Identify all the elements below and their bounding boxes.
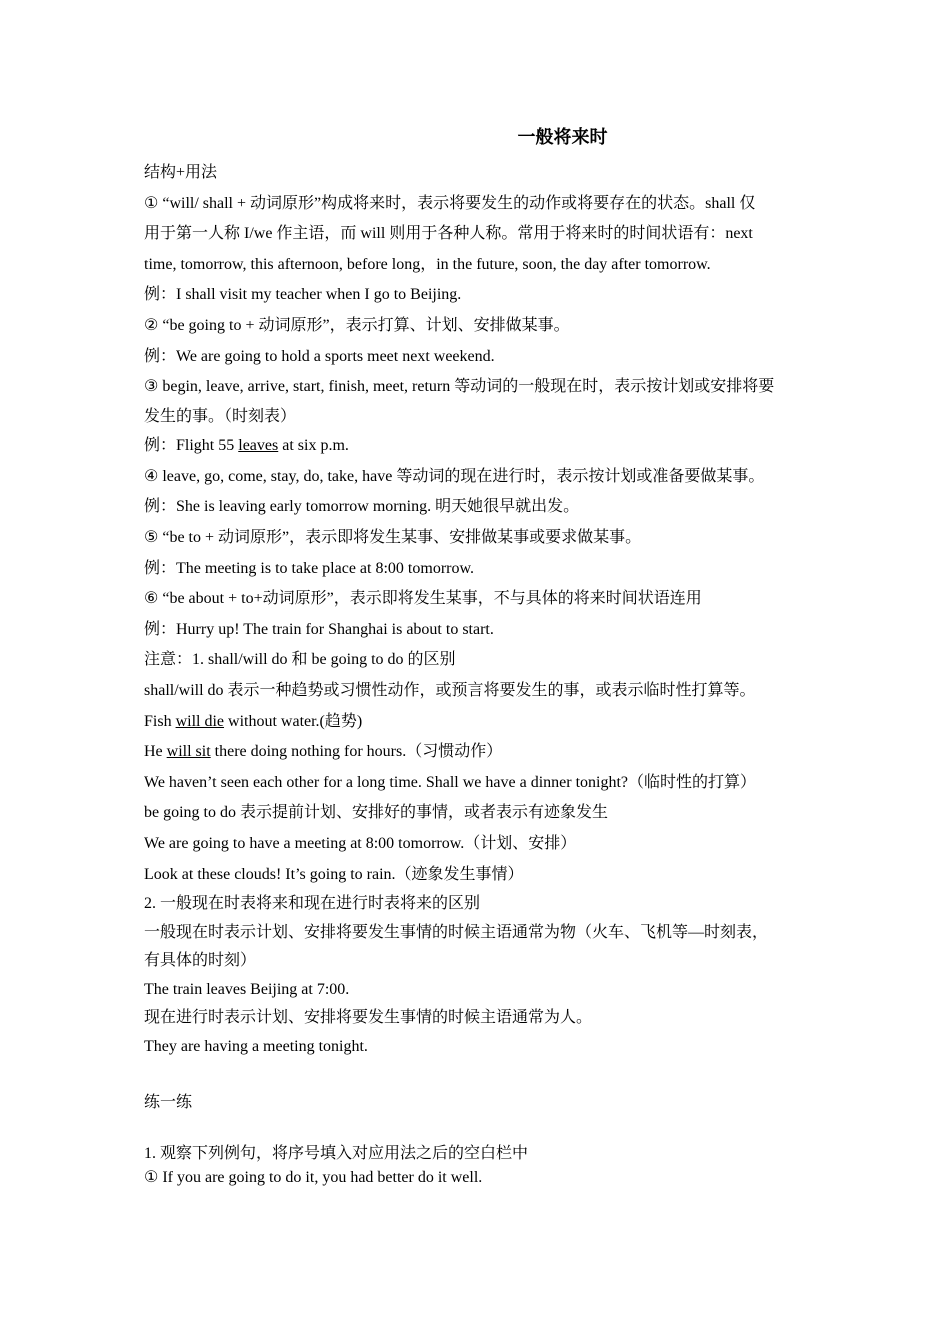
- rule4-text: ④ leave, go, come, stay, do, take, have 等动词的现在进行时，表示按计划或准备要做某事。: [144, 467, 765, 485]
- note-desc: shall/will do 表示一种趋势或习惯性动作，或预言将要发生的事，或表示临时性打算等。: [144, 682, 756, 699]
- underlined-verb: will die: [175, 712, 225, 730]
- note2-example-1: The train leaves Beijing at 7:00.: [144, 980, 350, 998]
- rule6-text: ⑥ “be about + to+动词原形”，表示即将发生某事，不与具体的将来时间状语连用: [144, 590, 702, 608]
- rule5-text: ⑤ “be to + 动词原形”，表示即将发生某事、安排做某事或要求做某事。: [144, 529, 642, 547]
- page-title: 一般将来时: [517, 127, 608, 148]
- example-text: there doing nothing for hours.（习惯动作）: [210, 743, 503, 761]
- rule4-example: 例：She is leaving early tomorrow morning. 明天她很早就出发。: [144, 498, 580, 516]
- underlined-verb: leaves: [238, 437, 279, 455]
- section-heading: 结构+用法: [144, 164, 218, 181]
- spacer: [144, 1061, 814, 1089]
- document-body: [144, 158, 814, 1190]
- example-text: without water.(趋势): [224, 712, 363, 730]
- note2-example-2: They are having a meeting tonight.: [144, 1037, 368, 1055]
- note-going-desc: be going to do 表示提前计划、安排好的事情，或者表示有迹象发生: [144, 804, 608, 822]
- spacer: [144, 1118, 814, 1142]
- example-text: Fish: [144, 712, 176, 730]
- example-text: 例：Flight 55: [144, 437, 239, 455]
- practice-question-1: 1. 观察下列例句，将序号填入对应用法之后的空白栏中: [144, 1144, 529, 1162]
- rule6-example: 例：Hurry up! The train for Shanghai is about to start.: [144, 620, 494, 638]
- example-text: at six p.m.: [278, 437, 349, 455]
- underlined-verb: will sit: [166, 743, 211, 761]
- rule3-line1: ③ begin, leave, arrive, start, finish, meet, return 等动词的一般现在时，表示按计划或安排将要: [144, 378, 775, 396]
- example-text: He: [144, 743, 167, 761]
- rule1-example: 例：I shall visit my teacher when I go to Beijing.: [144, 286, 462, 304]
- rule2-example: 例：We are going to hold a sports meet next weekend.: [144, 347, 495, 365]
- note-example-4: We are going to have a meeting at 8:00 tomorrow.（计划、安排）: [144, 834, 577, 852]
- note-example-3: We haven’t seen each other for a long time. Shall we have a dinner tonight?（临时性的打算）: [144, 773, 757, 791]
- note2-desc2: 有具体的时刻）: [144, 952, 257, 970]
- rule1-line1: ① “will/ shall + 动词原形”构成将来时，表示将要发生的动作或将要存在的状态。shall 仅: [144, 194, 756, 212]
- rule1-line2: 用于第一人称 I/we 作主语，而 will 则用于各种人称。常用于将来时的时间状语有：next: [144, 225, 753, 243]
- practice-sentence-1: ① If you are going to do it, you had better do it well.: [144, 1168, 483, 1186]
- note-example-2: [144, 737, 814, 768]
- practice-heading: 练一练: [144, 1094, 193, 1112]
- note2-desc1: 一般现在时表示计划、安排将要发生事情的时候主语通常为物（火车、飞机等—时刻表，: [144, 923, 769, 941]
- rule2-text: ② “be going to + 动词原形”，表示打算、计划、安排做某事。: [144, 316, 570, 334]
- rule3-example: [144, 431, 814, 462]
- rule1-line3: time, tomorrow, this afternoon, before long，in the future, soon, the day after tomorrow.: [144, 255, 711, 273]
- note-example-1: [144, 707, 814, 738]
- rule3-line2: 发生的事。（时刻表）: [144, 407, 297, 425]
- note2-desc3: 现在进行时表示计划、安排将要发生事情的时候主语通常为人。: [144, 1009, 593, 1027]
- rule5-example: 例：The meeting is to take place at 8:00 tomorrow.: [144, 559, 474, 577]
- note-title: 注意：1. shall/will do 和 be going to do 的区别: [144, 651, 456, 669]
- note-example-5: Look at these clouds! It’s going to rain.（迹象发生事情）: [144, 865, 524, 883]
- note2-title: 2. 一般现在时表将来和现在进行时表将来的区别: [144, 895, 481, 913]
